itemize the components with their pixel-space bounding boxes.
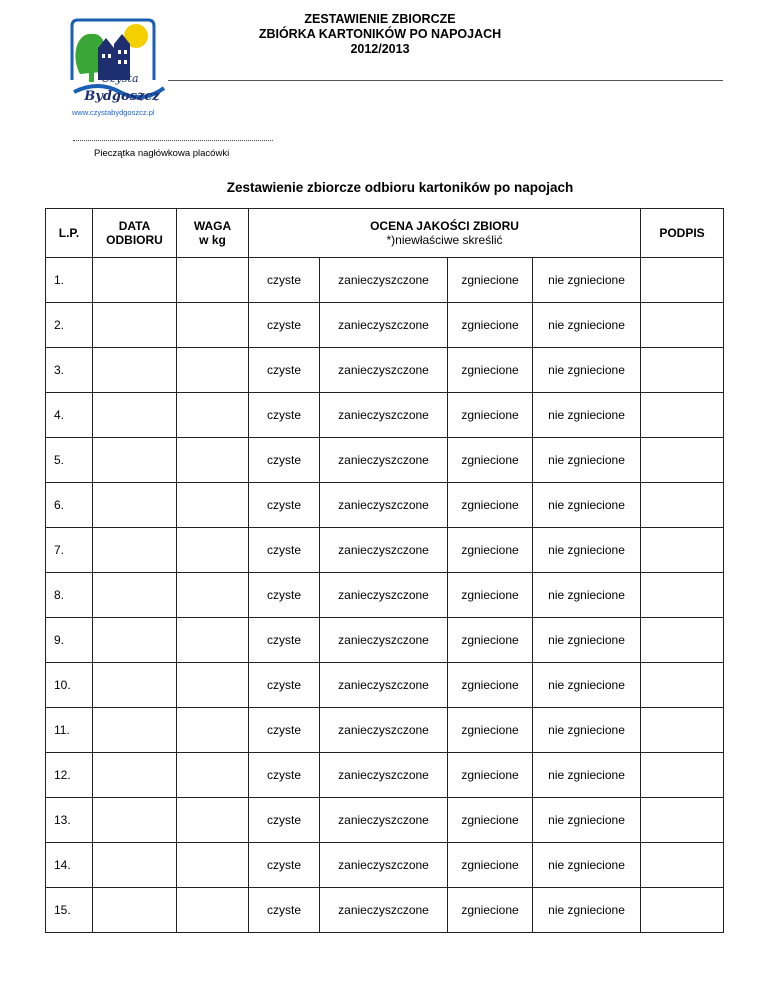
row-number: 7. bbox=[46, 528, 93, 573]
option-czyste[interactable]: czyste bbox=[249, 303, 320, 348]
signature-cell[interactable] bbox=[641, 348, 724, 393]
stamp-label: Pieczątka nagłówkowa placówki bbox=[94, 148, 230, 159]
weight-cell[interactable] bbox=[177, 438, 249, 483]
option-czyste[interactable]: czyste bbox=[249, 753, 320, 798]
option-czyste[interactable]: czyste bbox=[249, 348, 320, 393]
signature-cell[interactable] bbox=[641, 798, 724, 843]
table-row bbox=[46, 258, 724, 303]
table-row bbox=[46, 573, 724, 618]
signature-cell[interactable] bbox=[641, 708, 724, 753]
row-number: 2. bbox=[46, 303, 93, 348]
option-zanieczyszczone[interactable]: zanieczyszczone bbox=[320, 708, 448, 753]
table-row bbox=[46, 753, 724, 798]
header-title bbox=[160, 12, 600, 57]
date-cell[interactable] bbox=[93, 528, 177, 573]
option-czyste[interactable]: czyste bbox=[249, 393, 320, 438]
weight-cell[interactable] bbox=[177, 303, 249, 348]
option-zanieczyszczone[interactable]: zanieczyszczone bbox=[320, 843, 448, 888]
signature-cell[interactable] bbox=[641, 393, 724, 438]
signature-cell[interactable] bbox=[641, 663, 724, 708]
option-nie-zgniecione[interactable]: nie zgniecione bbox=[533, 303, 641, 348]
option-zanieczyszczone[interactable]: zanieczyszczone bbox=[320, 393, 448, 438]
option-czyste[interactable]: czyste bbox=[249, 438, 320, 483]
header-data bbox=[93, 209, 177, 258]
option-nie-zgniecione[interactable]: nie zgniecione bbox=[533, 483, 641, 528]
option-czyste[interactable]: czyste bbox=[249, 708, 320, 753]
header-line-1: ZESTAWIENIE ZBIORCZE bbox=[304, 12, 456, 26]
row-number: 13. bbox=[46, 798, 93, 843]
weight-cell[interactable] bbox=[177, 888, 249, 933]
row-number: 12. bbox=[46, 753, 93, 798]
header-lp: L.P. bbox=[46, 209, 93, 258]
weight-cell[interactable] bbox=[177, 753, 249, 798]
option-nie-zgniecione[interactable]: nie zgniecione bbox=[533, 573, 641, 618]
logo-url[interactable]: www.czystabydgoszcz.pl bbox=[72, 108, 155, 117]
option-zgniecione[interactable]: zgniecione bbox=[448, 438, 533, 483]
option-zanieczyszczone[interactable]: zanieczyszczone bbox=[320, 663, 448, 708]
signature-cell[interactable] bbox=[641, 573, 724, 618]
option-zgniecione[interactable]: zgniecione bbox=[448, 618, 533, 663]
window-1 bbox=[102, 54, 105, 58]
row-number: 5. bbox=[46, 438, 93, 483]
signature-cell[interactable] bbox=[641, 438, 724, 483]
option-czyste[interactable]: czyste bbox=[249, 888, 320, 933]
option-nie-zgniecione[interactable]: nie zgniecione bbox=[533, 258, 641, 303]
date-cell[interactable] bbox=[93, 393, 177, 438]
date-cell[interactable] bbox=[93, 888, 177, 933]
header-waga bbox=[177, 209, 249, 258]
option-nie-zgniecione[interactable]: nie zgniecione bbox=[533, 393, 641, 438]
weight-cell[interactable] bbox=[177, 618, 249, 663]
weight-cell[interactable] bbox=[177, 798, 249, 843]
table-row bbox=[46, 888, 724, 933]
window-5 bbox=[118, 60, 121, 64]
date-cell[interactable] bbox=[93, 753, 177, 798]
date-cell[interactable] bbox=[93, 258, 177, 303]
signature-cell[interactable] bbox=[641, 618, 724, 663]
option-zgniecione[interactable]: zgniecione bbox=[448, 573, 533, 618]
option-zgniecione[interactable]: zgniecione bbox=[448, 483, 533, 528]
date-cell[interactable] bbox=[93, 618, 177, 663]
window-2 bbox=[108, 54, 111, 58]
option-zgniecione[interactable]: zgniecione bbox=[448, 753, 533, 798]
table-body bbox=[46, 258, 724, 933]
table-row bbox=[46, 843, 724, 888]
weight-cell[interactable] bbox=[177, 843, 249, 888]
option-zgniecione[interactable]: zgniecione bbox=[448, 348, 533, 393]
table-row bbox=[46, 348, 724, 393]
weight-cell[interactable] bbox=[177, 708, 249, 753]
date-cell[interactable] bbox=[93, 348, 177, 393]
table-row bbox=[46, 663, 724, 708]
option-nie-zgniecione[interactable]: nie zgniecione bbox=[533, 438, 641, 483]
option-zanieczyszczone[interactable]: zanieczyszczone bbox=[320, 753, 448, 798]
row-number: 4. bbox=[46, 393, 93, 438]
option-nie-zgniecione[interactable]: nie zgniecione bbox=[533, 753, 641, 798]
collection-table bbox=[45, 208, 724, 933]
option-czyste[interactable]: czyste bbox=[249, 663, 320, 708]
option-zanieczyszczone[interactable]: zanieczyszczone bbox=[320, 438, 448, 483]
row-number: 11. bbox=[46, 708, 93, 753]
date-cell[interactable] bbox=[93, 438, 177, 483]
header-ocena-note: *)niewłaściwe skreślić bbox=[386, 233, 503, 247]
option-zanieczyszczone[interactable]: zanieczyszczone bbox=[320, 303, 448, 348]
tree-trunk bbox=[89, 70, 94, 82]
row-number: 1. bbox=[46, 258, 93, 303]
table-row bbox=[46, 618, 724, 663]
header-ocena bbox=[249, 209, 641, 258]
option-zgniecione[interactable]: zgniecione bbox=[448, 393, 533, 438]
date-cell[interactable] bbox=[93, 708, 177, 753]
signature-cell[interactable] bbox=[641, 483, 724, 528]
option-nie-zgniecione[interactable]: nie zgniecione bbox=[533, 708, 641, 753]
table-row bbox=[46, 483, 724, 528]
option-czyste[interactable]: czyste bbox=[249, 573, 320, 618]
option-czyste[interactable]: czyste bbox=[249, 798, 320, 843]
weight-cell[interactable] bbox=[177, 258, 249, 303]
date-cell[interactable] bbox=[93, 843, 177, 888]
option-zgniecione[interactable]: zgniecione bbox=[448, 888, 533, 933]
option-zanieczyszczone[interactable]: zanieczyszczone bbox=[320, 528, 448, 573]
header-data-line1: DATA bbox=[118, 219, 151, 233]
option-czyste[interactable]: czyste bbox=[249, 483, 320, 528]
date-cell[interactable] bbox=[93, 483, 177, 528]
signature-cell[interactable] bbox=[641, 303, 724, 348]
table-row bbox=[46, 438, 724, 483]
header-line-2: ZBIÓRKA KARTONIKÓW PO NAPOJACH bbox=[258, 27, 502, 41]
option-zgniecione[interactable]: zgniecione bbox=[448, 258, 533, 303]
table-row bbox=[46, 798, 724, 843]
table-header-row bbox=[46, 209, 724, 258]
czysta-bydgoszcz-logo bbox=[68, 14, 168, 118]
option-nie-zgniecione[interactable]: nie zgniecione bbox=[533, 618, 641, 663]
option-zgniecione[interactable]: zgniecione bbox=[448, 663, 533, 708]
option-zgniecione[interactable]: zgniecione bbox=[448, 303, 533, 348]
weight-cell[interactable] bbox=[177, 573, 249, 618]
option-zanieczyszczone[interactable]: zanieczyszczone bbox=[320, 348, 448, 393]
option-zanieczyszczone[interactable]: zanieczyszczone bbox=[320, 573, 448, 618]
header-data-line2: ODBIORU bbox=[106, 233, 163, 247]
window-3 bbox=[118, 50, 121, 54]
row-number: 3. bbox=[46, 348, 93, 393]
table-row bbox=[46, 303, 724, 348]
option-zanieczyszczone[interactable]: zanieczyszczone bbox=[320, 888, 448, 933]
option-nie-zgniecione[interactable]: nie zgniecione bbox=[533, 528, 641, 573]
weight-cell[interactable] bbox=[177, 663, 249, 708]
date-cell[interactable] bbox=[93, 303, 177, 348]
header-waga-line2: w kg bbox=[199, 233, 226, 247]
date-cell[interactable] bbox=[93, 573, 177, 618]
row-number: 9. bbox=[46, 618, 93, 663]
row-number: 15. bbox=[46, 888, 93, 933]
window-6 bbox=[124, 60, 127, 64]
stamp-line bbox=[73, 140, 273, 141]
header-divider bbox=[168, 80, 723, 81]
row-number: 8. bbox=[46, 573, 93, 618]
header-waga-line1: WAGA bbox=[193, 219, 232, 233]
option-nie-zgniecione[interactable]: nie zgniecione bbox=[533, 663, 641, 708]
option-nie-zgniecione[interactable]: nie zgniecione bbox=[533, 348, 641, 393]
weight-cell[interactable] bbox=[177, 483, 249, 528]
table-row bbox=[46, 708, 724, 753]
option-zgniecione[interactable]: zgniecione bbox=[448, 708, 533, 753]
option-zanieczyszczone[interactable]: zanieczyszczone bbox=[320, 618, 448, 663]
logo-text-bottom: Bydgoszcz bbox=[84, 89, 160, 104]
logo-text-top: Czysta bbox=[101, 72, 139, 85]
option-czyste[interactable]: czyste bbox=[249, 843, 320, 888]
table-row bbox=[46, 393, 724, 438]
window-4 bbox=[124, 50, 127, 54]
signature-cell[interactable] bbox=[641, 843, 724, 888]
option-czyste[interactable]: czyste bbox=[249, 618, 320, 663]
signature-cell[interactable] bbox=[641, 528, 724, 573]
option-nie-zgniecione[interactable]: nie zgniecione bbox=[533, 798, 641, 843]
option-zgniecione[interactable]: zgniecione bbox=[448, 528, 533, 573]
option-zanieczyszczone[interactable]: zanieczyszczone bbox=[320, 798, 448, 843]
option-czyste[interactable]: czyste bbox=[249, 258, 320, 303]
section-title: Zestawienie zbiorcze odbioru kartoników po napojach bbox=[226, 180, 574, 195]
weight-cell[interactable] bbox=[177, 348, 249, 393]
signature-cell[interactable] bbox=[641, 753, 724, 798]
date-cell[interactable] bbox=[93, 663, 177, 708]
option-czyste[interactable]: czyste bbox=[249, 528, 320, 573]
option-nie-zgniecione[interactable]: nie zgniecione bbox=[533, 843, 641, 888]
table-row bbox=[46, 528, 724, 573]
signature-cell[interactable] bbox=[641, 258, 724, 303]
row-number: 14. bbox=[46, 843, 93, 888]
row-number: 10. bbox=[46, 663, 93, 708]
date-cell[interactable] bbox=[93, 798, 177, 843]
option-zgniecione[interactable]: zgniecione bbox=[448, 798, 533, 843]
header-ocena-title: OCENA JAKOŚCI ZBIORU bbox=[370, 219, 519, 233]
option-zanieczyszczone[interactable]: zanieczyszczone bbox=[320, 258, 448, 303]
option-nie-zgniecione[interactable]: nie zgniecione bbox=[533, 888, 641, 933]
header-podpis: PODPIS bbox=[641, 209, 724, 258]
weight-cell[interactable] bbox=[177, 393, 249, 438]
option-zanieczyszczone[interactable]: zanieczyszczone bbox=[320, 483, 448, 528]
signature-cell[interactable] bbox=[641, 888, 724, 933]
row-number: 6. bbox=[46, 483, 93, 528]
weight-cell[interactable] bbox=[177, 528, 249, 573]
header-line-3: 2012/2013 bbox=[350, 42, 410, 56]
option-zgniecione[interactable]: zgniecione bbox=[448, 843, 533, 888]
